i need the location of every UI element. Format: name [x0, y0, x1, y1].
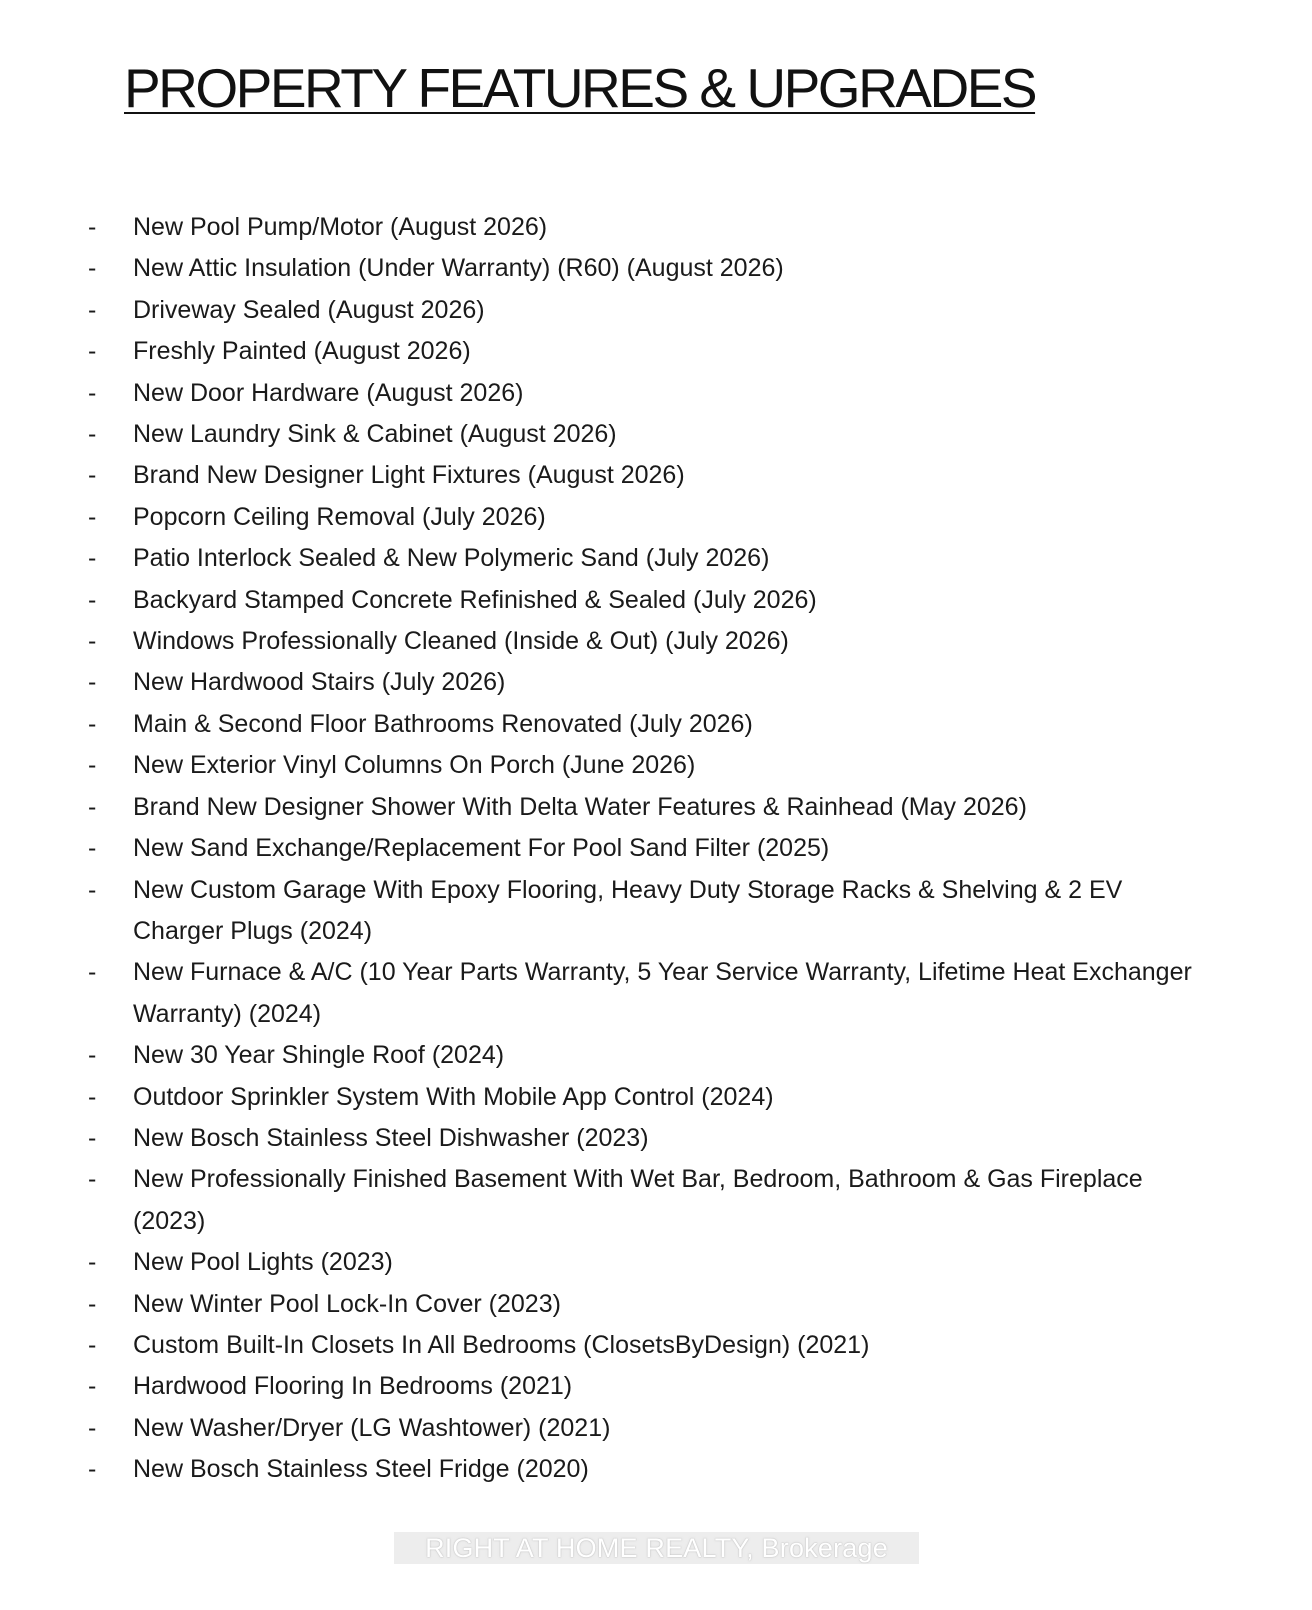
list-item-text: New Bosch Stainless Steel Fridge (2020): [133, 1455, 589, 1484]
list-item-text: New Laundry Sink & Cabinet (August 2026): [133, 420, 617, 449]
bullet-dash: -: [88, 585, 97, 614]
list-item-text: New Sand Exchange/Replacement For Pool Sand Filter (2025): [133, 834, 830, 863]
list-item: [88, 414, 1208, 455]
list-item: [88, 828, 1208, 869]
list-item-text: Hardwood Flooring In Bedrooms (2021): [133, 1372, 573, 1401]
bullet-dash: -: [88, 1082, 97, 1111]
bullet-dash: -: [88, 1455, 97, 1484]
bullet-dash: -: [88, 420, 97, 449]
list-item-text: New 30 Year Shingle Roof (2024): [133, 1041, 505, 1070]
bullet-dash: -: [88, 295, 97, 324]
bullet-dash: -: [88, 544, 97, 573]
list-item: [88, 621, 1208, 662]
list-item: [88, 662, 1208, 703]
list-item: [88, 1035, 1208, 1076]
list-item: [88, 745, 1208, 786]
list-item: [88, 952, 1208, 1035]
list-item: [88, 497, 1208, 538]
bullet-dash: -: [88, 1165, 97, 1194]
list-item-text: Backyard Stamped Concrete Refinished & Sealed (July 2026): [133, 585, 817, 614]
bullet-dash: -: [88, 1123, 97, 1152]
list-item-text: New Hardwood Stairs (July 2026): [133, 668, 506, 697]
list-item: [88, 1408, 1208, 1449]
bullet-dash: -: [88, 958, 97, 987]
list-item-text: Driveway Sealed (August 2026): [133, 295, 485, 324]
list-item-text: Custom Built-In Closets In All Bedrooms (ClosetsByDesign) (2021): [133, 1330, 870, 1359]
list-item-text: Brand New Designer Shower With Delta Water Features & Rainhead (May 2026): [133, 792, 1027, 821]
list-item: [88, 580, 1208, 621]
list-item: [88, 1284, 1208, 1325]
list-item-text: New Winter Pool Lock-In Cover (2023): [133, 1289, 561, 1318]
bullet-dash: -: [88, 792, 97, 821]
list-item-text: Outdoor Sprinkler System With Mobile App Control (2024): [133, 1082, 774, 1111]
list-item-text: New Washer/Dryer (LG Washtower) (2021): [133, 1413, 611, 1442]
bullet-dash: -: [88, 461, 97, 490]
bullet-dash: -: [88, 1041, 97, 1070]
list-item-text: New Attic Insulation (Under Warranty) (R60) (August 2026): [133, 254, 784, 283]
bullet-dash: -: [88, 1413, 97, 1442]
bullet-dash: -: [88, 213, 97, 241]
bullet-dash: -: [88, 1330, 97, 1359]
list-item-text: Popcorn Ceiling Removal (July 2026): [133, 502, 546, 531]
list-item: [88, 1449, 1208, 1490]
list-item: [88, 331, 1208, 372]
bullet-dash: -: [88, 1289, 97, 1318]
list-item: [88, 1366, 1208, 1407]
bullet-dash: -: [88, 378, 97, 407]
list-item-text: New Furnace & A/C (10 Year Parts Warranty, 5 Year Service Warranty, Lifetime Heat Exchanger Warranty) (2024): [133, 958, 1192, 1028]
list-item-text: New Door Hardware (August 2026): [133, 378, 524, 407]
list-item: [88, 1325, 1208, 1366]
bullet-dash: -: [88, 627, 97, 656]
bullet-dash: -: [88, 834, 97, 863]
bullet-dash: -: [88, 751, 97, 780]
list-item-text: Freshly Painted (August 2026): [133, 337, 471, 366]
list-item: [88, 870, 1208, 953]
list-item: [88, 248, 1208, 289]
list-item: [88, 1242, 1208, 1283]
list-item: [88, 1077, 1208, 1118]
bullet-dash: -: [88, 254, 97, 283]
list-item-text: New Professionally Finished Basement With Wet Bar, Bedroom, Bathroom & Gas Fireplace (2023): [133, 1165, 1143, 1235]
list-item: [88, 1159, 1208, 1242]
list-item: [88, 1118, 1208, 1159]
bullet-dash: -: [88, 337, 97, 366]
list-item: [88, 455, 1208, 496]
brokerage-watermark: RIGHT AT HOME REALTY, Brokerage: [394, 1532, 919, 1564]
list-item: [88, 290, 1208, 331]
list-item: [88, 538, 1208, 579]
list-item-text: Main & Second Floor Bathrooms Renovated (July 2026): [133, 709, 753, 738]
page-title: PROPERTY FEATURES & UPGRADES: [124, 57, 1036, 119]
list-item: [88, 373, 1208, 414]
list-item: [88, 207, 1208, 248]
list-item: [88, 787, 1208, 828]
feature-list: [88, 207, 1208, 1491]
list-item-text: New Exterior Vinyl Columns On Porch (June 2026): [133, 751, 696, 780]
list-item-text: Windows Professionally Cleaned (Inside & Out) (July 2026): [133, 627, 789, 656]
list-item-text: New Bosch Stainless Steel Dishwasher (2023): [133, 1123, 649, 1152]
list-item-text: New Custom Garage With Epoxy Flooring, Heavy Duty Storage Racks & Shelving & 2 EV Charger Plugs (2024): [133, 875, 1123, 945]
bullet-dash: -: [88, 668, 97, 697]
bullet-dash: -: [88, 502, 97, 531]
list-item-text: New Pool Lights (2023): [133, 1248, 393, 1277]
list-item-text: New Pool Pump/Motor (August 2026): [133, 213, 548, 241]
bullet-dash: -: [88, 1248, 97, 1277]
list-item-text: Patio Interlock Sealed & New Polymeric Sand (July 2026): [133, 544, 770, 573]
bullet-dash: -: [88, 709, 97, 738]
list-item-text: Brand New Designer Light Fixtures (August 2026): [133, 461, 685, 490]
list-item: [88, 704, 1208, 745]
bullet-dash: -: [88, 1372, 97, 1401]
bullet-dash: -: [88, 875, 97, 904]
